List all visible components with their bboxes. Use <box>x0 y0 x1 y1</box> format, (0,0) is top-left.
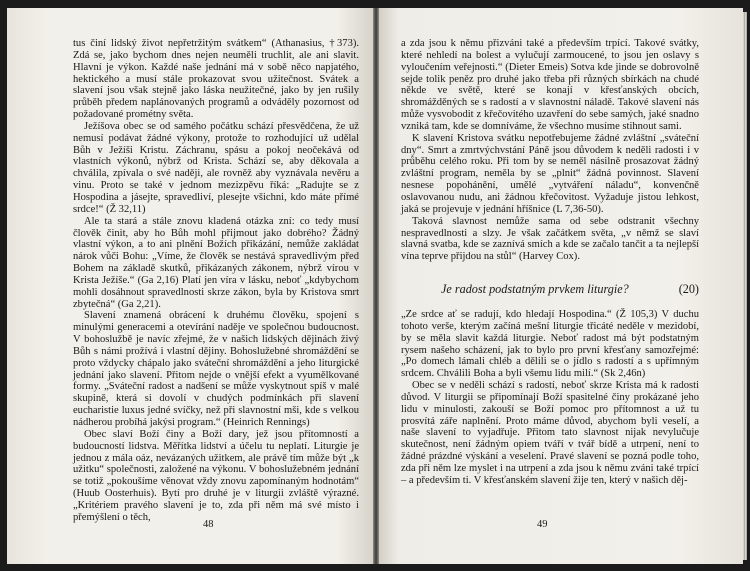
section-heading-title: Je radost podstatným prvkem liturgie? <box>441 282 629 297</box>
page-number-left: 48 <box>203 519 214 530</box>
right-page <box>379 8 743 564</box>
right-page-text-bottom <box>401 309 699 487</box>
paragraph: Taková slavnost nemůže sama od sebe odstranit všechny nespravedlnosti a slzy. Je však začátkem světa, „v němž se slaví slavná svatba, kde se zaznívá smích a kde se začalo tančit a ta nejlepší vína teprve přijdou na stůl“ (Harvey Cox). <box>401 215 699 263</box>
right-page-text-top <box>401 38 699 263</box>
left-page-text <box>73 38 359 524</box>
paragraph: Ježíšova obec se od samého počátku schází přesvědčena, že už nemusí podávat žádné výkony, protože to rozhodující už udělal Bůh v Ježíši Kristu. Záchranu, spásu a pokoj neočekává od vlastních výkonů, nýbrž od Krista. Schází se, aby děkovala a chválila, zpívala o své naději, ale rovněž aby vyznávala nevěru a vinu. Proto se také v jednom mezizpěvu říká: „Radujte se z Hospodina a jásejte, spravedliví, plesejte všichni, kdo máte přímé srdce!“ (Ž 32,11) <box>73 120 359 215</box>
section-heading <box>441 282 699 297</box>
paragraph: tus činí lidský život nepřetržitým svátkem“ (Athanasius, †373). Zdá se, jako bychom dnes nejen neuměli truchlit, ale ani slavit. Hlavní je výkon. Každé naše jednání má v sobě něco napjatého, hektického a musí stále prokazovat svou užitečnost. Svátek a slavení jsou však stejně jako láska neužitečné, jako by jen rušily průběh předem naplánovaných programů a odváděly pozornost od požadované prométny světa. <box>73 38 359 121</box>
paragraph: Slavení znamená obrácení k druhému člověku, spojení s minulými generacemi a otevírání naděje ve společnou budoucnost. V bohoslužbě je navíc zřejmé, že v našich lidských dějinách živý Bůh s námi prožívá i vlastní dějiny. Bohoslužebné shromáždění se proto vždycky chápalo jako sváteční shromáždění a jeho liturgické jednání jako slavení. Přitom nejde o vnější efekt a vyumělkované formy. „Sváteční radost a nadšení se může vyskytnout spíš v malé skupině, která si dovolí v chudých podmínkách při slavení eucharistie luxus jedné svíčky, než při slavnostní mši, kde s velkou nádherou probíhá jakýsi program.“ (Heinrich Rennings) <box>73 310 359 428</box>
left-page <box>7 8 373 564</box>
page-number-right: 49 <box>537 519 548 530</box>
paragraph: Obec slaví Boží činy a Boží dary, jež jsou přítomností a budoucností lidstva. Měřítka lidství a účelu tu neplatí. Liturgie je jednou z mála oáz, nevázaných užitkem, ale právě tím může být „k užitku“ společnosti, založené na výkonu. V bohoslužebném jednání se totiž „pokoušíme věnovat vždy znovu zapomínaným hodnotám“ (Huub Oosterhuis). Bytí pro druhé je v liturgii zvláště výrazné. „Kritériem pravého slavení je to, zda při něm má své místo i přemýšlení o těch, <box>73 428 359 523</box>
section-number: (20) <box>678 282 699 297</box>
paragraph: K slavení Kristova svátku nepotřebujeme žádné zvláštní „sváteční dny“. Smrt a zmrtvýchvstání Páně jsou důvodem k neděli radosti i v průběhu celého roku. Při tom by se neměl násilně prosazovat žádný zvláštní program, neměla by se „plnit“ žádná povinnost. Slavení nesnese popohánění, umělé „vytváření náladu“, konvenčně oslavovanou nudu, ani žádnou křečovitost. Vyžaduje jistou lehkost, jaká se projevuje v jednání hříšnice (L 7,36-50). <box>401 132 699 215</box>
page-edges <box>743 12 747 560</box>
book-spread <box>7 8 743 564</box>
paragraph: a zda jsou k němu přizváni také a především trpící. Takové svátky, které nehledí na bolest a vylučují zarmoucené, to jsou jen oslavy s vyloučením veřejnosti.“ (Dieter Emeis) Sotva kde jinde se dobrovolně sejde tolik peněz pro druhé jako třeba při různých sbírkách na chudé někde ve světě, které se konají v křesťanských obcích, shromážděných se s radostí a v slavnostní náladě. Takové slavení nás může vysvobodit z křečovitého uzavření do sebe samých, jaké snadno vzniká tam, kde se domníváme, že všechno musíme stihnout sami. <box>401 38 699 132</box>
paragraph: Obec se v neděli schází s radostí, neboť skrze Krista má k radosti důvod. V liturgii se připomínají Boží spasitelné činy prokázané jeho lidu v minulosti, zakouší se Boží pomoc pro přítomnost a už tu prosvítá záře naplnění. Proto máme důvod, abychom byli veselí, a naše slavení to vyjadřuje. Přitom tato slavnost nijak nevylučuje skutečnost, není žádným opiem tváří v tvář bídě a utrpení, není to žádné prázdné výskání a veselení. Pravé slavení se pozná podle toho, zda při něm lze myslet i na utrpení a zda jsou k němu zváni také trpící – a především ti. V křesťanském slavení žije ten, který v našich děj- <box>401 380 699 486</box>
paragraph: Ale ta stará a stále znovu kladená otázka zní: co tedy musí člověk činit, aby ho Bůh mohl přijmout jako dobrého? Žádný vlastní výkon, a to ani plnění Božích přikázání, nemůže zakládat nárok vůči Bohu: „Víme, že člověk se nestává spravedlivým před Bohem na základě skutků, přikázaných zákonem, nýbrž vírou v Krista Ježíše.“ (Ga 2,16) Platí jen víra v lásku, neboť „kdybychom mohli dosáhnout spravedlnosti skrze zákon, byla by Kristova smrt zbytečná“ (Ga 2,21). <box>73 215 359 310</box>
paragraph: „Ze srdce ať se radují, kdo hledají Hospodina.“ (Ž 105,3) V duchu tohoto verše, kterým začíná mešní liturgie třicáté neděle v mezidobí, by se měla slavit každá liturgie. Neboť radost má být podstatným rysem našeho scházení, jak to bylo pro první křesťany samozřejmé: „Po domech lámali chléb a dělili se o jídlo s radostí a s upřímným srdcem. Chválili Boha a byli všemu lidu milí.“ (Sk 2,46n) <box>401 309 699 380</box>
